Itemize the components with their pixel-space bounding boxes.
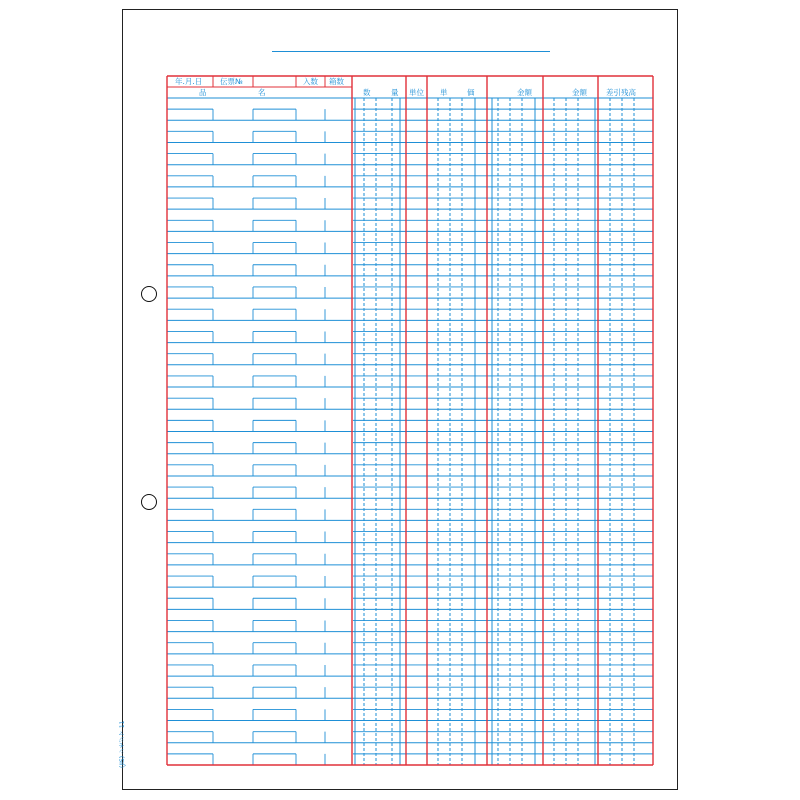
header-date: 年.月.日 (175, 77, 203, 86)
publisher-mark: (JIS) シモジマ 11 (119, 720, 126, 768)
header-item-char1: 品 (199, 88, 207, 97)
header-balance: 差引残高 (606, 88, 636, 97)
header-amount-2: 金額 (572, 88, 587, 97)
header-voucher-no: 伝票№ (220, 77, 243, 86)
header-price-char1: 単 (440, 88, 448, 97)
header-amount-1: 金額 (517, 88, 532, 97)
header-qty-char2: 量 (391, 88, 399, 97)
header-count-in: 入数 (303, 77, 318, 86)
header-price-char2: 価 (467, 88, 475, 97)
header-qty-char1: 数 (363, 88, 371, 97)
header-unit: 単位 (409, 88, 424, 97)
header-box-count: 箱数 (329, 77, 344, 86)
header-item-char2: 名 (258, 88, 266, 97)
